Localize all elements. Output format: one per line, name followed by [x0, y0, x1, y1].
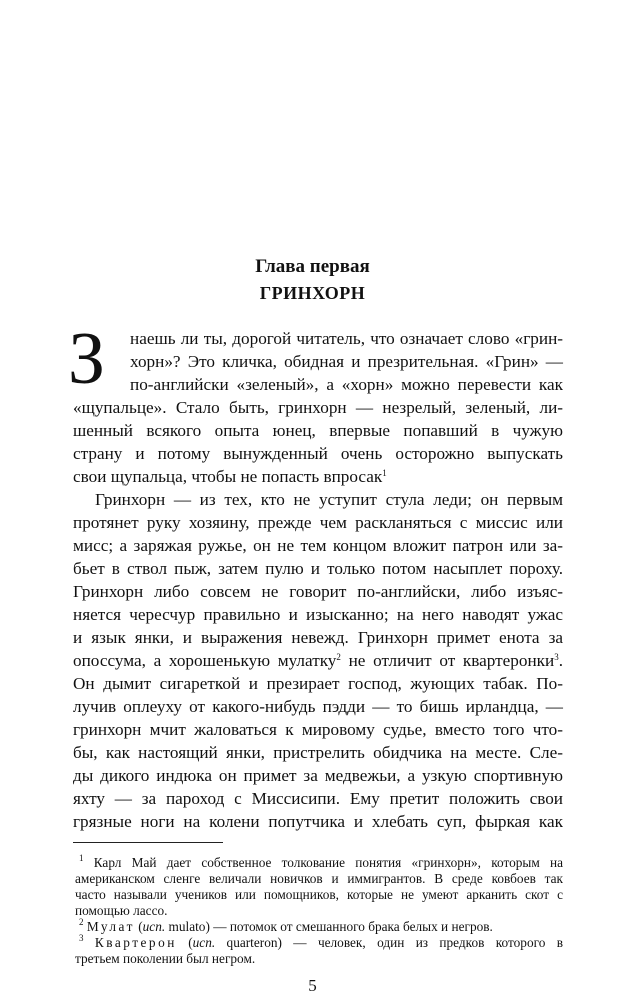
body-line: по-английски «зеленый», а «хорн» можно перевести как: [130, 375, 563, 394]
body-line: яхту — за пароход с Миссисипи. Ему претит положить свои: [73, 789, 563, 808]
footnote-term: Квартерон: [94, 935, 177, 950]
body-line: Гринхорн либо совсем не говорит по-английски, либо изъяс-: [73, 582, 563, 601]
footnote-number: 3: [79, 933, 84, 943]
page-number: 5: [308, 976, 317, 995]
body-line: бьет в ствол пыж, затем пулю и только потом насыплет пороху.: [73, 559, 563, 578]
body-text: опоссума, а хорошенькую мулатку: [73, 651, 337, 670]
footnote-line: помощью лассо.: [75, 903, 168, 918]
footnote-1: [79, 855, 563, 871]
body-line: шенный всякого опыта юнец, впервые попавший в чужую: [73, 421, 563, 440]
footnote-ref[interactable]: 1: [382, 468, 387, 478]
body-line: бы, как настоящий янки, пристрелить обидчика на месте. Сле-: [73, 743, 563, 762]
body-line: хорн»? Это кличка, обидная и презрительная. «Грин» —: [130, 352, 563, 371]
footnote-text: mulato) — потомок от смешанного брака белых и негров.: [165, 919, 493, 934]
footnote-line: третьем поколении был негром.: [75, 951, 256, 966]
chapter-title: ГРИНХОРН: [259, 283, 366, 303]
body-line: ды дикого индюка он примет за медвежьи, а узкую спортивную: [73, 766, 563, 785]
body-line: няется чересчур правильно и изысканно; на него наводят ужас: [73, 605, 563, 624]
body-line: мисс; а заряжая ружье, он не тем концом вложит патрон или за-: [73, 536, 563, 555]
footnote-text: (: [134, 919, 143, 934]
body-line: Он дымит сигареткой и презирает господ, жующих табак. По-: [73, 674, 563, 693]
body-line: наешь ли ты, дорогой читатель, что означает слово «грин-: [130, 329, 563, 348]
body-line: «щупальце». Стало быть, гринхорн — незрелый, зеленый, ли-: [73, 398, 563, 417]
footnote-text: (: [176, 935, 193, 950]
footnote-lang: исп.: [142, 919, 166, 934]
footnote-divider: [73, 842, 223, 843]
footnote-term: Мулат: [86, 919, 135, 934]
body-line: лучив оплеуху от какого-нибудь пэдди — то бишь ирландца, —: [73, 697, 563, 716]
body-line: Гринхорн — из тех, кто не уступит стула леди; он первым: [95, 490, 563, 509]
drop-cap: З: [68, 318, 106, 400]
body-text: не отличит от квартеронки: [340, 651, 555, 670]
body-line: страну и потому вынужденный очень осторожно выпускать: [73, 444, 563, 463]
footnote-ref[interactable]: 2: [336, 652, 341, 662]
body-line: и язык янки, и выражения невежд. Гринхорн примет енота за: [73, 628, 563, 647]
body-line: [73, 650, 563, 672]
footnote-text: Карл Май дает собственное толкование понятия «гринхорн», которым на: [93, 855, 563, 870]
body-line: грязные ноги на колени попутчика и хлебать суп, фыркая как: [73, 812, 563, 831]
body-line: гринхорн мчит жаловаться к мировому судье, вместо того что-: [73, 720, 563, 739]
footnote-ref[interactable]: 3: [554, 652, 559, 662]
footnote-line: часто называли учеников или помощников, которые не умеют арканить скот с: [75, 887, 563, 902]
footnote-number: 2: [79, 917, 84, 927]
footnote-3: [79, 935, 563, 951]
body-text: свои щупальца, чтобы не попасть впросак: [73, 467, 383, 486]
chapter-heading: Глава первая: [255, 256, 370, 277]
footnote-line: американском сленге величали новичков и иммигрантов. В среде ковбоев так: [75, 871, 563, 886]
footnote-text: quarteron) — человек, один из предков которого в: [215, 935, 563, 950]
body-line: протянет руку хозяину, прежде чем раскланяться с миссис или: [73, 513, 563, 532]
body-line: [73, 466, 563, 488]
body-text: .: [558, 651, 563, 670]
footnote-number: 1: [79, 853, 84, 863]
footnote-lang: исп.: [192, 935, 216, 950]
footnote-2: [79, 919, 563, 935]
